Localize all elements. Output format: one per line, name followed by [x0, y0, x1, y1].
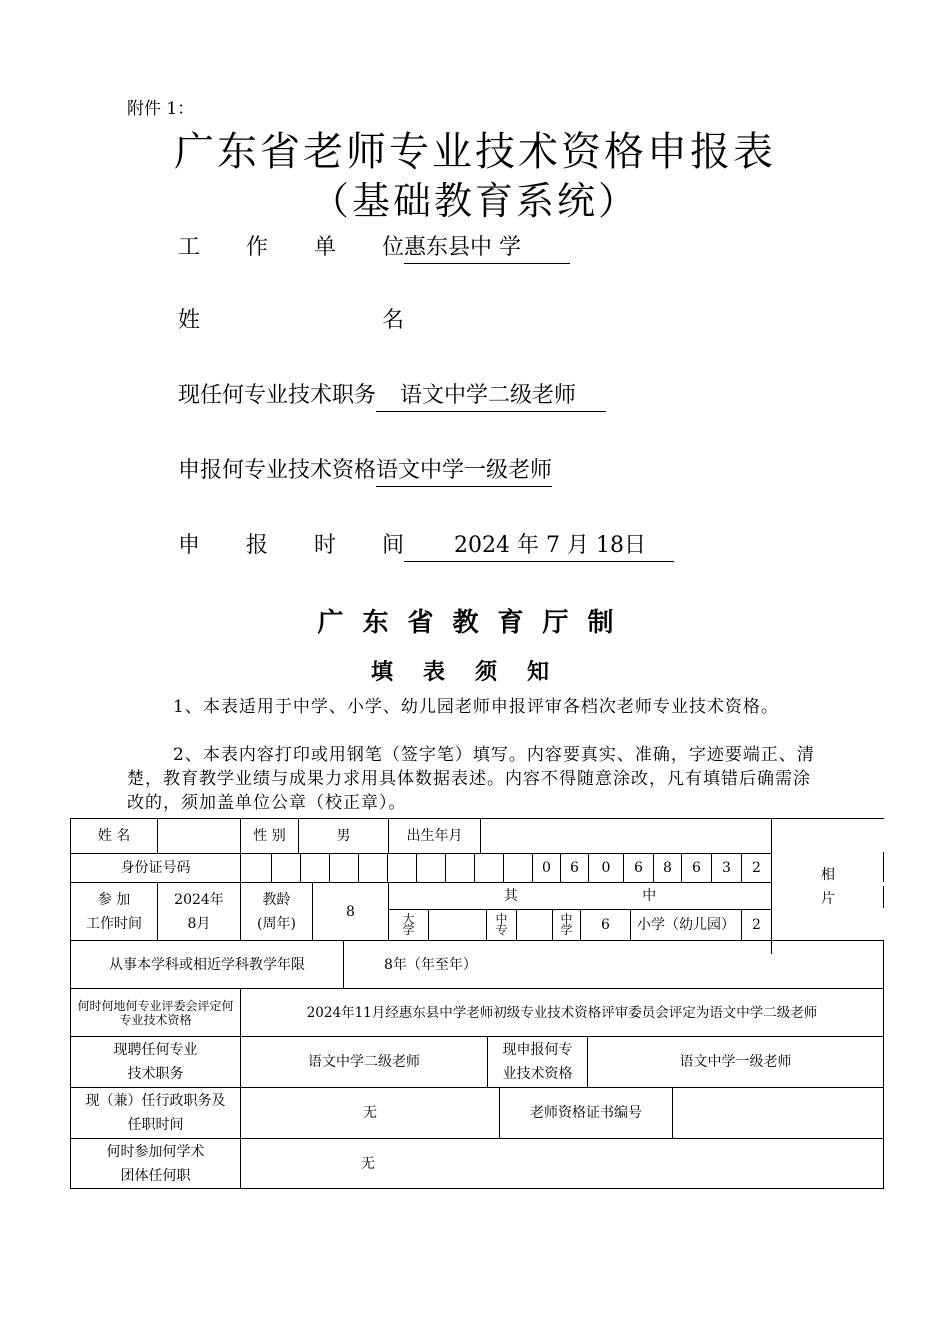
- name-cell[interactable]: [157, 818, 240, 853]
- certificate-header: 老师资格证书编号: [499, 1087, 672, 1138]
- gender-cell[interactable]: 男: [298, 818, 388, 853]
- middle-header: 中学: [552, 909, 580, 940]
- work-time-label-2: 工作时间: [86, 915, 142, 932]
- attachment-label: 附件 1：: [127, 99, 195, 119]
- unit-row: [178, 230, 570, 264]
- id-digit-cell[interactable]: [416, 853, 445, 882]
- college-header: 大学: [388, 909, 428, 940]
- name-label: 姓 名: [178, 308, 404, 333]
- evaluation-cell[interactable]: 2024年11月经惠东县中学老师初级专业技术资格评审委员会评定为语文中学二级老师: [240, 988, 884, 1036]
- teaching-years-label-1: 教龄: [262, 891, 291, 908]
- work-time-header: [70, 882, 157, 940]
- subject-years-cell[interactable]: 8年（年至年）: [343, 940, 884, 988]
- birth-header: 出生年月: [388, 818, 480, 853]
- middle-cell[interactable]: 6: [580, 909, 630, 940]
- id-digit-cell[interactable]: [445, 853, 474, 882]
- id-digit-0[interactable]: 0: [532, 853, 560, 882]
- id-digit-cell[interactable]: [358, 853, 387, 882]
- photo-cell: [771, 818, 884, 954]
- current-title-row: [178, 378, 606, 412]
- id-digit-cell[interactable]: [329, 853, 358, 882]
- apply-title-value: 语文中学一级老师: [376, 453, 552, 487]
- photo-label: 相片: [821, 866, 835, 907]
- primary-cell[interactable]: 2: [741, 909, 771, 940]
- id-header: 身份证号码: [70, 853, 240, 882]
- id-digit-4[interactable]: 8: [653, 853, 681, 882]
- id-digit-7[interactable]: 2: [741, 853, 771, 882]
- association-header: 何时参加何学术团体任何职: [70, 1138, 240, 1189]
- apply-date-value: 2024 年 7 月 18日: [404, 528, 674, 562]
- birth-cell[interactable]: [480, 818, 771, 853]
- id-digit-5[interactable]: 6: [681, 853, 711, 882]
- id-digit-cell[interactable]: [271, 853, 300, 882]
- teaching-years-cell[interactable]: 8: [312, 882, 388, 940]
- apply-title-label: 申报何专业技术资格: [178, 458, 377, 483]
- work-date-cell[interactable]: 2024年8月: [157, 882, 240, 940]
- page-subtitle: （基础教育系统）: [310, 179, 639, 223]
- secondary-header: 中专: [486, 909, 516, 940]
- subject-years-header: 从事本学科或相近学科教学年限: [70, 940, 343, 988]
- among-header: 其 中: [388, 882, 771, 909]
- apply-post-header: 现申报何专业技术资格: [487, 1036, 587, 1087]
- apply-title-row: [178, 453, 552, 487]
- id-digit-3[interactable]: 6: [623, 853, 653, 882]
- work-time-label-1: 参 加: [97, 891, 131, 908]
- notice-item-1: 1、本表适用于中学、小学、幼儿园老师申报评审各档次老师专业技术资格。: [173, 697, 779, 717]
- teaching-years-label-2: (周年): [257, 915, 296, 932]
- certificate-cell[interactable]: [672, 1087, 884, 1138]
- id-digit-1[interactable]: 6: [560, 853, 588, 882]
- current-post-header: 现聘任何专业技术职务: [70, 1036, 240, 1087]
- id-digit-6[interactable]: 3: [711, 853, 741, 882]
- unit-label: 工 作 单 位: [178, 235, 404, 260]
- id-digit-cell[interactable]: [300, 853, 329, 882]
- photo-border-segment: [883, 886, 884, 908]
- college-cell[interactable]: [428, 909, 486, 940]
- photo-border-segment: [883, 852, 884, 882]
- apply-date-row: [178, 528, 674, 562]
- name-header: 姓 名: [70, 818, 157, 853]
- current-post-cell[interactable]: 语文中学二级老师: [240, 1036, 487, 1087]
- id-digit-cell[interactable]: [503, 853, 532, 882]
- primary-header: 小学（幼儿园）: [630, 909, 741, 940]
- notice-title: 填表须知: [370, 660, 579, 685]
- association-cell[interactable]: 无: [240, 1138, 884, 1189]
- unit-value: 惠东县中 学: [404, 230, 570, 264]
- apply-date-label: 申 报 时 间: [178, 533, 404, 558]
- id-digit-cell[interactable]: [240, 853, 271, 882]
- evaluation-header: 何时何地何专业评委会评定何专业技术资格: [70, 988, 240, 1036]
- id-digit-cell[interactable]: [387, 853, 416, 882]
- secondary-cell[interactable]: [516, 909, 552, 940]
- current-title-value: 语文中学二级老师: [376, 378, 606, 412]
- application-table: [70, 818, 884, 1189]
- current-title-label: 现任何专业技术职务: [178, 383, 377, 408]
- notice-item-2: 2、本表内容打印或用钢笔（签字笔）填写。内容要真实、准确，字迹要端正、清楚，教育教学业绩与成果力求用具体数据表述。内容不得随意涂改，凡有填错后确需涂改的，须加盖单位公章（校正章）。: [127, 745, 815, 813]
- issuer-label: 广东省教育厅制: [317, 608, 633, 638]
- id-digit-cell[interactable]: [474, 853, 503, 882]
- id-digit-2[interactable]: 0: [588, 853, 623, 882]
- teaching-years-header: [240, 882, 312, 940]
- name-row: [178, 303, 404, 337]
- admin-post-cell[interactable]: 无: [240, 1087, 499, 1138]
- gender-header: 性 别: [240, 818, 298, 853]
- admin-post-header: 现（兼）任行政职务及任职时间: [70, 1087, 240, 1138]
- apply-post-cell[interactable]: 语文中学一级老师: [587, 1036, 884, 1087]
- page-title: 广东省老师专业技术资格申报表: [174, 129, 776, 175]
